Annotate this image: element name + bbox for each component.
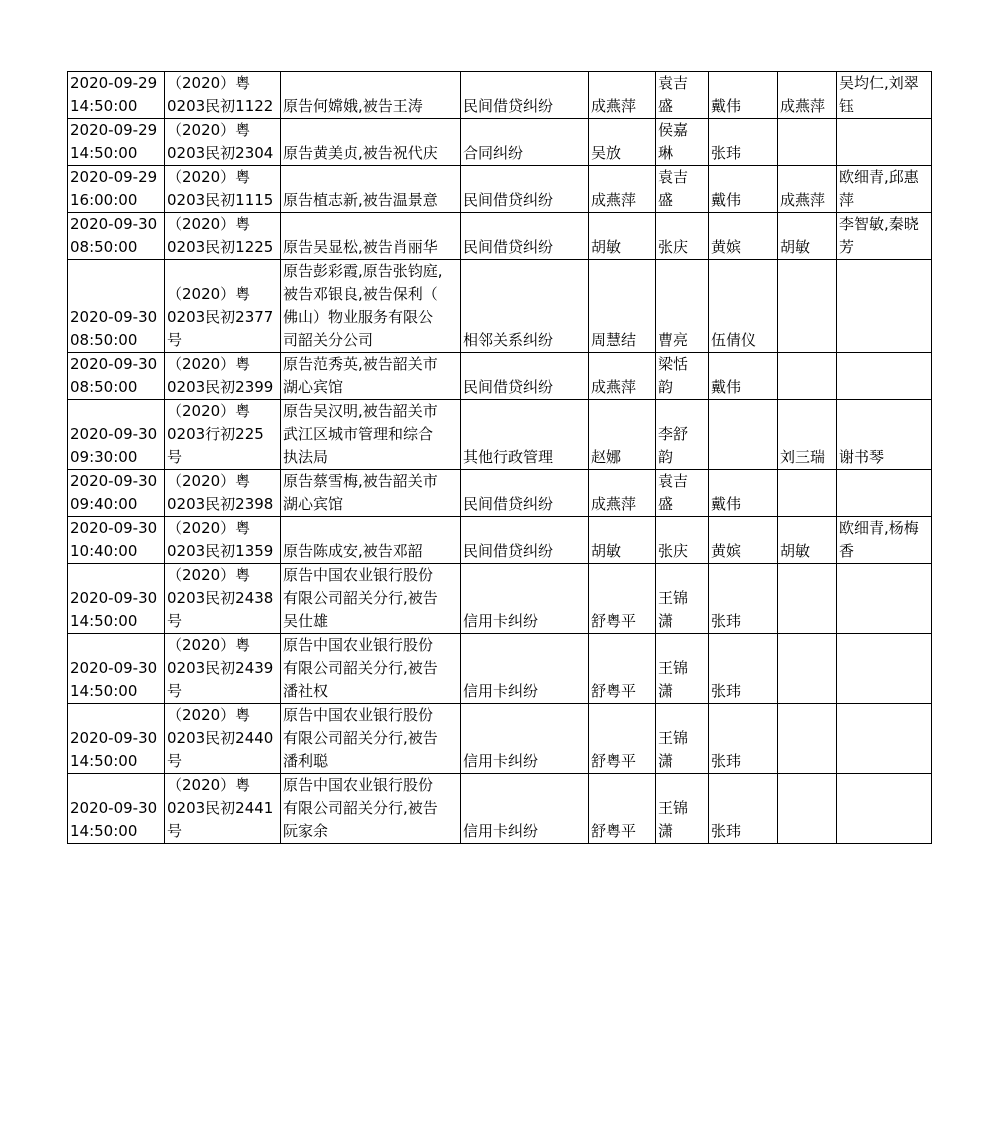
case-cause-cell: 民间借贷纠纷: [461, 470, 589, 517]
panel-member-cell: 袁吉 盛: [656, 166, 709, 213]
panel-member-2-cell: 伍倩仪: [709, 260, 778, 353]
judge-cell: 成燕萍: [778, 72, 837, 119]
panel-member-2-cell: 张玮: [709, 564, 778, 634]
case-cause-cell: 合同纠纷: [461, 119, 589, 166]
panel-member-2-cell: 戴伟: [709, 72, 778, 119]
table-row: [68, 704, 932, 774]
presiding-judge-cell: 成燕萍: [589, 166, 656, 213]
panel-member-cell: 袁吉 盛: [656, 470, 709, 517]
case-cause-cell: 信用卡纠纷: [461, 564, 589, 634]
judge-cell: 刘三瑞: [778, 400, 837, 470]
hearing-time-cell: 2020-09-30 14:50:00: [68, 564, 165, 634]
case-cause-cell: 其他行政管理: [461, 400, 589, 470]
case-number-cell: （2020）粤 0203民初2441 号: [165, 774, 281, 844]
case-number-cell: （2020）粤 0203民初2399: [165, 353, 281, 400]
panel-member-cell: 侯嘉 琳: [656, 119, 709, 166]
panel-member-cell: 张庆: [656, 517, 709, 564]
hearing-time-cell: 2020-09-30 10:40:00: [68, 517, 165, 564]
table-row: [68, 260, 932, 353]
case-cause-cell: 信用卡纠纷: [461, 704, 589, 774]
judge-cell: [778, 119, 837, 166]
hearing-time-cell: 2020-09-30 08:50:00: [68, 260, 165, 353]
hearing-time-cell: 2020-09-30 08:50:00: [68, 353, 165, 400]
clerk-cell: 李智敏,秦晓 芳: [837, 213, 932, 260]
panel-member-2-cell: 张玮: [709, 774, 778, 844]
case-number-cell: （2020）粤 0203民初1225: [165, 213, 281, 260]
clerk-cell: [837, 704, 932, 774]
case-cause-cell: 信用卡纠纷: [461, 634, 589, 704]
panel-member-2-cell: 戴伟: [709, 166, 778, 213]
table-row: [68, 774, 932, 844]
panel-member-cell: 王锦 潇: [656, 774, 709, 844]
case-cause-cell: 民间借贷纠纷: [461, 166, 589, 213]
parties-cell: 原告吴显松,被告肖丽华: [281, 213, 461, 260]
judge-cell: [778, 260, 837, 353]
table-row: [68, 72, 932, 119]
case-number-cell: （2020）粤 0203民初2398: [165, 470, 281, 517]
case-cause-cell: 相邻关系纠纷: [461, 260, 589, 353]
clerk-cell: [837, 470, 932, 517]
panel-member-2-cell: 戴伟: [709, 470, 778, 517]
hearing-time-cell: 2020-09-30 09:40:00: [68, 470, 165, 517]
parties-cell: 原告中国农业银行股份 有限公司韶关分行,被告 阮家余: [281, 774, 461, 844]
table-row: [68, 400, 932, 470]
panel-member-2-cell: [709, 400, 778, 470]
hearing-time-cell: 2020-09-30 14:50:00: [68, 704, 165, 774]
case-number-cell: （2020）粤 0203民初2377 号: [165, 260, 281, 353]
schedule-body: [68, 72, 932, 844]
judge-cell: [778, 470, 837, 517]
case-number-cell: （2020）粤 0203民初1359: [165, 517, 281, 564]
hearing-time-cell: 2020-09-29 14:50:00: [68, 119, 165, 166]
judge-cell: [778, 634, 837, 704]
parties-cell: 原告中国农业银行股份 有限公司韶关分行,被告 吴仕雄: [281, 564, 461, 634]
table-row: [68, 353, 932, 400]
clerk-cell: [837, 119, 932, 166]
presiding-judge-cell: 舒粤平: [589, 634, 656, 704]
judge-cell: [778, 774, 837, 844]
case-number-cell: （2020）粤 0203民初2438 号: [165, 564, 281, 634]
presiding-judge-cell: 成燕萍: [589, 72, 656, 119]
clerk-cell: 欧细青,邱惠 萍: [837, 166, 932, 213]
panel-member-2-cell: 张玮: [709, 119, 778, 166]
hearing-time-cell: 2020-09-29 16:00:00: [68, 166, 165, 213]
parties-cell: 原告黄美贞,被告祝代庆: [281, 119, 461, 166]
presiding-judge-cell: 胡敏: [589, 213, 656, 260]
hearing-time-cell: 2020-09-29 14:50:00: [68, 72, 165, 119]
case-number-cell: （2020）粤 0203民初1122: [165, 72, 281, 119]
clerk-cell: [837, 353, 932, 400]
table-row: [68, 119, 932, 166]
panel-member-2-cell: 张玮: [709, 634, 778, 704]
presiding-judge-cell: 周慧结: [589, 260, 656, 353]
table-row: [68, 634, 932, 704]
panel-member-cell: 袁吉 盛: [656, 72, 709, 119]
panel-member-cell: 王锦 潇: [656, 704, 709, 774]
presiding-judge-cell: 舒粤平: [589, 564, 656, 634]
parties-cell: 原告陈成安,被告邓韶: [281, 517, 461, 564]
hearing-time-cell: 2020-09-30 09:30:00: [68, 400, 165, 470]
parties-cell: 原告中国农业银行股份 有限公司韶关分行,被告 潘利聪: [281, 704, 461, 774]
case-cause-cell: 民间借贷纠纷: [461, 517, 589, 564]
case-cause-cell: 民间借贷纠纷: [461, 213, 589, 260]
panel-member-cell: 梁恬 韵: [656, 353, 709, 400]
clerk-cell: [837, 634, 932, 704]
case-number-cell: （2020）粤 0203行初225 号: [165, 400, 281, 470]
parties-cell: 原告植志新,被告温景意: [281, 166, 461, 213]
judge-cell: 成燕萍: [778, 166, 837, 213]
parties-cell: 原告范秀英,被告韶关市 湖心宾馆: [281, 353, 461, 400]
presiding-judge-cell: 舒粤平: [589, 704, 656, 774]
hearing-time-cell: 2020-09-30 14:50:00: [68, 774, 165, 844]
case-cause-cell: 信用卡纠纷: [461, 774, 589, 844]
clerk-cell: 吴均仁,刘翠 钰: [837, 72, 932, 119]
presiding-judge-cell: 胡敏: [589, 517, 656, 564]
clerk-cell: [837, 260, 932, 353]
presiding-judge-cell: 成燕萍: [589, 353, 656, 400]
parties-cell: 原告何嫦娥,被告王涛: [281, 72, 461, 119]
hearing-schedule-table: [67, 71, 932, 844]
case-cause-cell: 民间借贷纠纷: [461, 353, 589, 400]
hearing-time-cell: 2020-09-30 08:50:00: [68, 213, 165, 260]
parties-cell: 原告蔡雪梅,被告韶关市 湖心宾馆: [281, 470, 461, 517]
presiding-judge-cell: 吴放: [589, 119, 656, 166]
panel-member-2-cell: 黄嫔: [709, 213, 778, 260]
clerk-cell: [837, 564, 932, 634]
table-row: [68, 517, 932, 564]
panel-member-2-cell: 张玮: [709, 704, 778, 774]
panel-member-2-cell: 黄嫔: [709, 517, 778, 564]
judge-cell: [778, 704, 837, 774]
table-row: [68, 213, 932, 260]
panel-member-cell: 王锦 潇: [656, 564, 709, 634]
panel-member-cell: 曹亮: [656, 260, 709, 353]
judge-cell: 胡敏: [778, 213, 837, 260]
judge-cell: [778, 564, 837, 634]
table-row: [68, 470, 932, 517]
presiding-judge-cell: 舒粤平: [589, 774, 656, 844]
case-cause-cell: 民间借贷纠纷: [461, 72, 589, 119]
table-row: [68, 564, 932, 634]
case-number-cell: （2020）粤 0203民初2440 号: [165, 704, 281, 774]
panel-member-2-cell: 戴伟: [709, 353, 778, 400]
parties-cell: 原告彭彩霞,原告张钧庭, 被告邓银良,被告保利（ 佛山）物业服务有限公 司韶关分公司: [281, 260, 461, 353]
judge-cell: 胡敏: [778, 517, 837, 564]
case-number-cell: （2020）粤 0203民初1115: [165, 166, 281, 213]
hearing-time-cell: 2020-09-30 14:50:00: [68, 634, 165, 704]
clerk-cell: 谢书琴: [837, 400, 932, 470]
presiding-judge-cell: 成燕萍: [589, 470, 656, 517]
presiding-judge-cell: 赵娜: [589, 400, 656, 470]
panel-member-cell: 李舒 韵: [656, 400, 709, 470]
panel-member-cell: 王锦 潇: [656, 634, 709, 704]
clerk-cell: [837, 774, 932, 844]
parties-cell: 原告吴汉明,被告韶关市 武江区城市管理和综合 执法局: [281, 400, 461, 470]
clerk-cell: 欧细青,杨梅 香: [837, 517, 932, 564]
panel-member-cell: 张庆: [656, 213, 709, 260]
parties-cell: 原告中国农业银行股份 有限公司韶关分行,被告 潘社权: [281, 634, 461, 704]
table-row: [68, 166, 932, 213]
judge-cell: [778, 353, 837, 400]
case-number-cell: （2020）粤 0203民初2439 号: [165, 634, 281, 704]
case-number-cell: （2020）粤 0203民初2304: [165, 119, 281, 166]
